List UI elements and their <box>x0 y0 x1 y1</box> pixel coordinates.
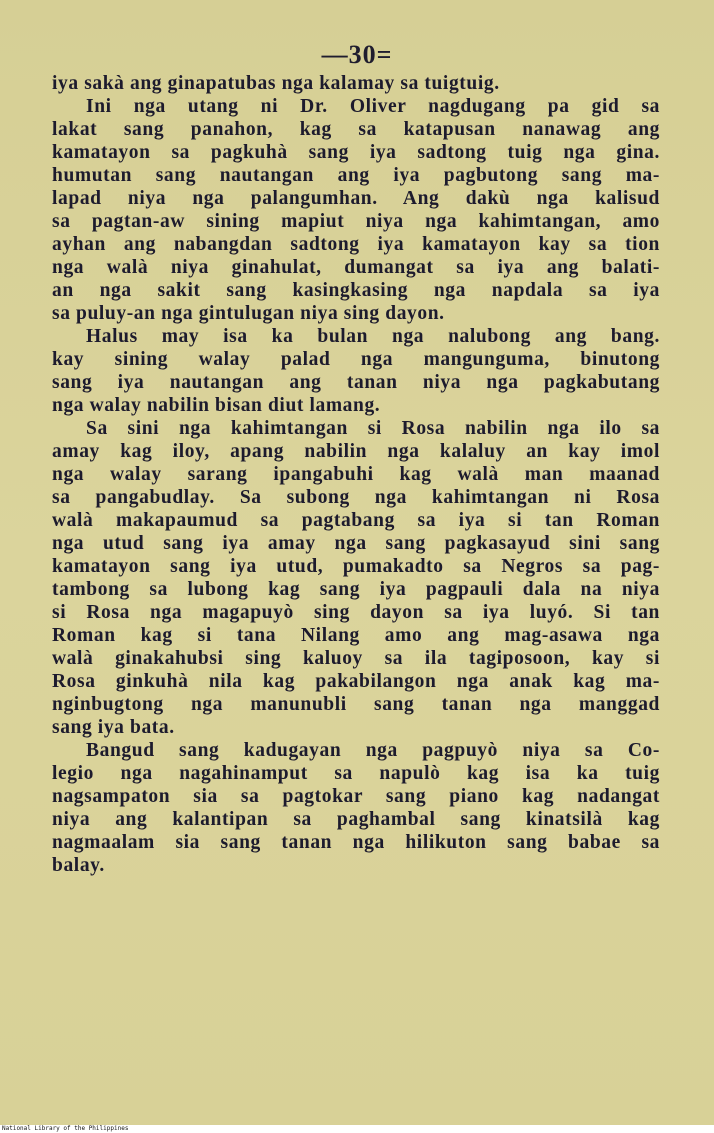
text-line: sang iya nautangan ang tanan niya nga pagkabutang <box>52 372 660 393</box>
text-line: nga walà niya ginahulat, dumangat sa iya ang balati- <box>52 257 660 278</box>
text-line: sa pangabudlay. Sa subong nga kahimtangan ni Rosa <box>52 487 660 508</box>
text-line: nginbugtong nga manunubli sang tanan nga manggad <box>52 694 660 715</box>
text-line: amay kag iloy, apang nabilin nga kalaluy an kay imol <box>52 441 660 462</box>
text-line: legio nga nagahinamput sa napulò kag isa ka tuig <box>52 763 660 784</box>
text-line: kamatayon sa pagkuhà sang iya sadtong tuig nga gina. <box>52 142 660 163</box>
text-line: sang iya bata. <box>52 717 175 738</box>
body-text <box>52 72 660 877</box>
page-number: —30= <box>321 40 393 69</box>
text-line: tambong sa lubong kag sang iya pagpauli dala na niya <box>52 579 660 600</box>
text-line: nga walay sarang ipangabuhi kag walà man maanad <box>52 464 660 485</box>
text-line: niya ang kalantipan sa paghambal sang kinatsilà kag <box>52 809 660 830</box>
text-line: kamatayon sang iya utud, pumakadto sa Negros sa pag- <box>52 556 660 577</box>
library-footer: National Library of the Philippines <box>0 1125 714 1133</box>
text-line: si Rosa nga magapuyò sing dayon sa iya luyó. Si tan <box>52 602 660 623</box>
text-line: lakat sang panahon, kag sa katapusan nanawag ang <box>52 119 660 140</box>
text-line: an nga sakit sang kasingkasing nga napdala sa iya <box>52 280 660 301</box>
text-line: nagmaalam sia sang tanan nga hilikuton sang babae sa <box>52 832 660 853</box>
text-line: humutan sang nautangan ang iya pagbutong sang ma- <box>52 165 660 186</box>
text-line: Bangud sang kadugayan nga pagpuyò niya sa Co- <box>86 740 660 761</box>
text-line: nga utud sang iya amay nga sang pagkasayud sini sang <box>52 533 660 554</box>
text-line: walà ginakahubsi sing kaluoy sa ila tagiposoon, kay si <box>52 648 660 669</box>
text-line: balay. <box>52 855 105 876</box>
text-line: walà makapaumud sa pagtabang sa iya si tan Roman <box>52 510 660 531</box>
text-line: Sa sini nga kahimtangan si Rosa nabilin nga ilo sa <box>86 418 660 439</box>
text-line: ayhan ang nabangdan sadtong iya kamatayon kay sa tion <box>52 234 660 255</box>
text-line: Roman kag si tana Nilang amo ang mag-asawa nga <box>52 625 660 646</box>
text-line: Halus may isa ka bulan nga nalubong ang bang. <box>86 326 660 347</box>
text-line: sa pagtan-aw sining mapiut niya nga kahimtangan, amo <box>52 211 660 232</box>
text-line: sa puluy-an nga gintulugan niya sing dayon. <box>52 303 445 324</box>
text-line: iya sakà ang ginapatubas nga kalamay sa tuigtuig. <box>52 73 500 94</box>
text-line: nagsampaton sia sa pagtokar sang piano kag nadangat <box>52 786 660 807</box>
text-line: kay sining walay palad nga mangunguma, binutong <box>52 349 660 370</box>
text-line: Rosa ginkuhà nila kag pakabilangon nga anak kag ma- <box>52 671 660 692</box>
text-line: lapad niya nga palangumhan. Ang dakù nga kalisud <box>52 188 660 209</box>
text-line: nga walay nabilin bisan diut lamang. <box>52 395 381 416</box>
text-line: Ini nga utang ni Dr. Oliver nagdugang pa gid sa <box>86 96 660 117</box>
